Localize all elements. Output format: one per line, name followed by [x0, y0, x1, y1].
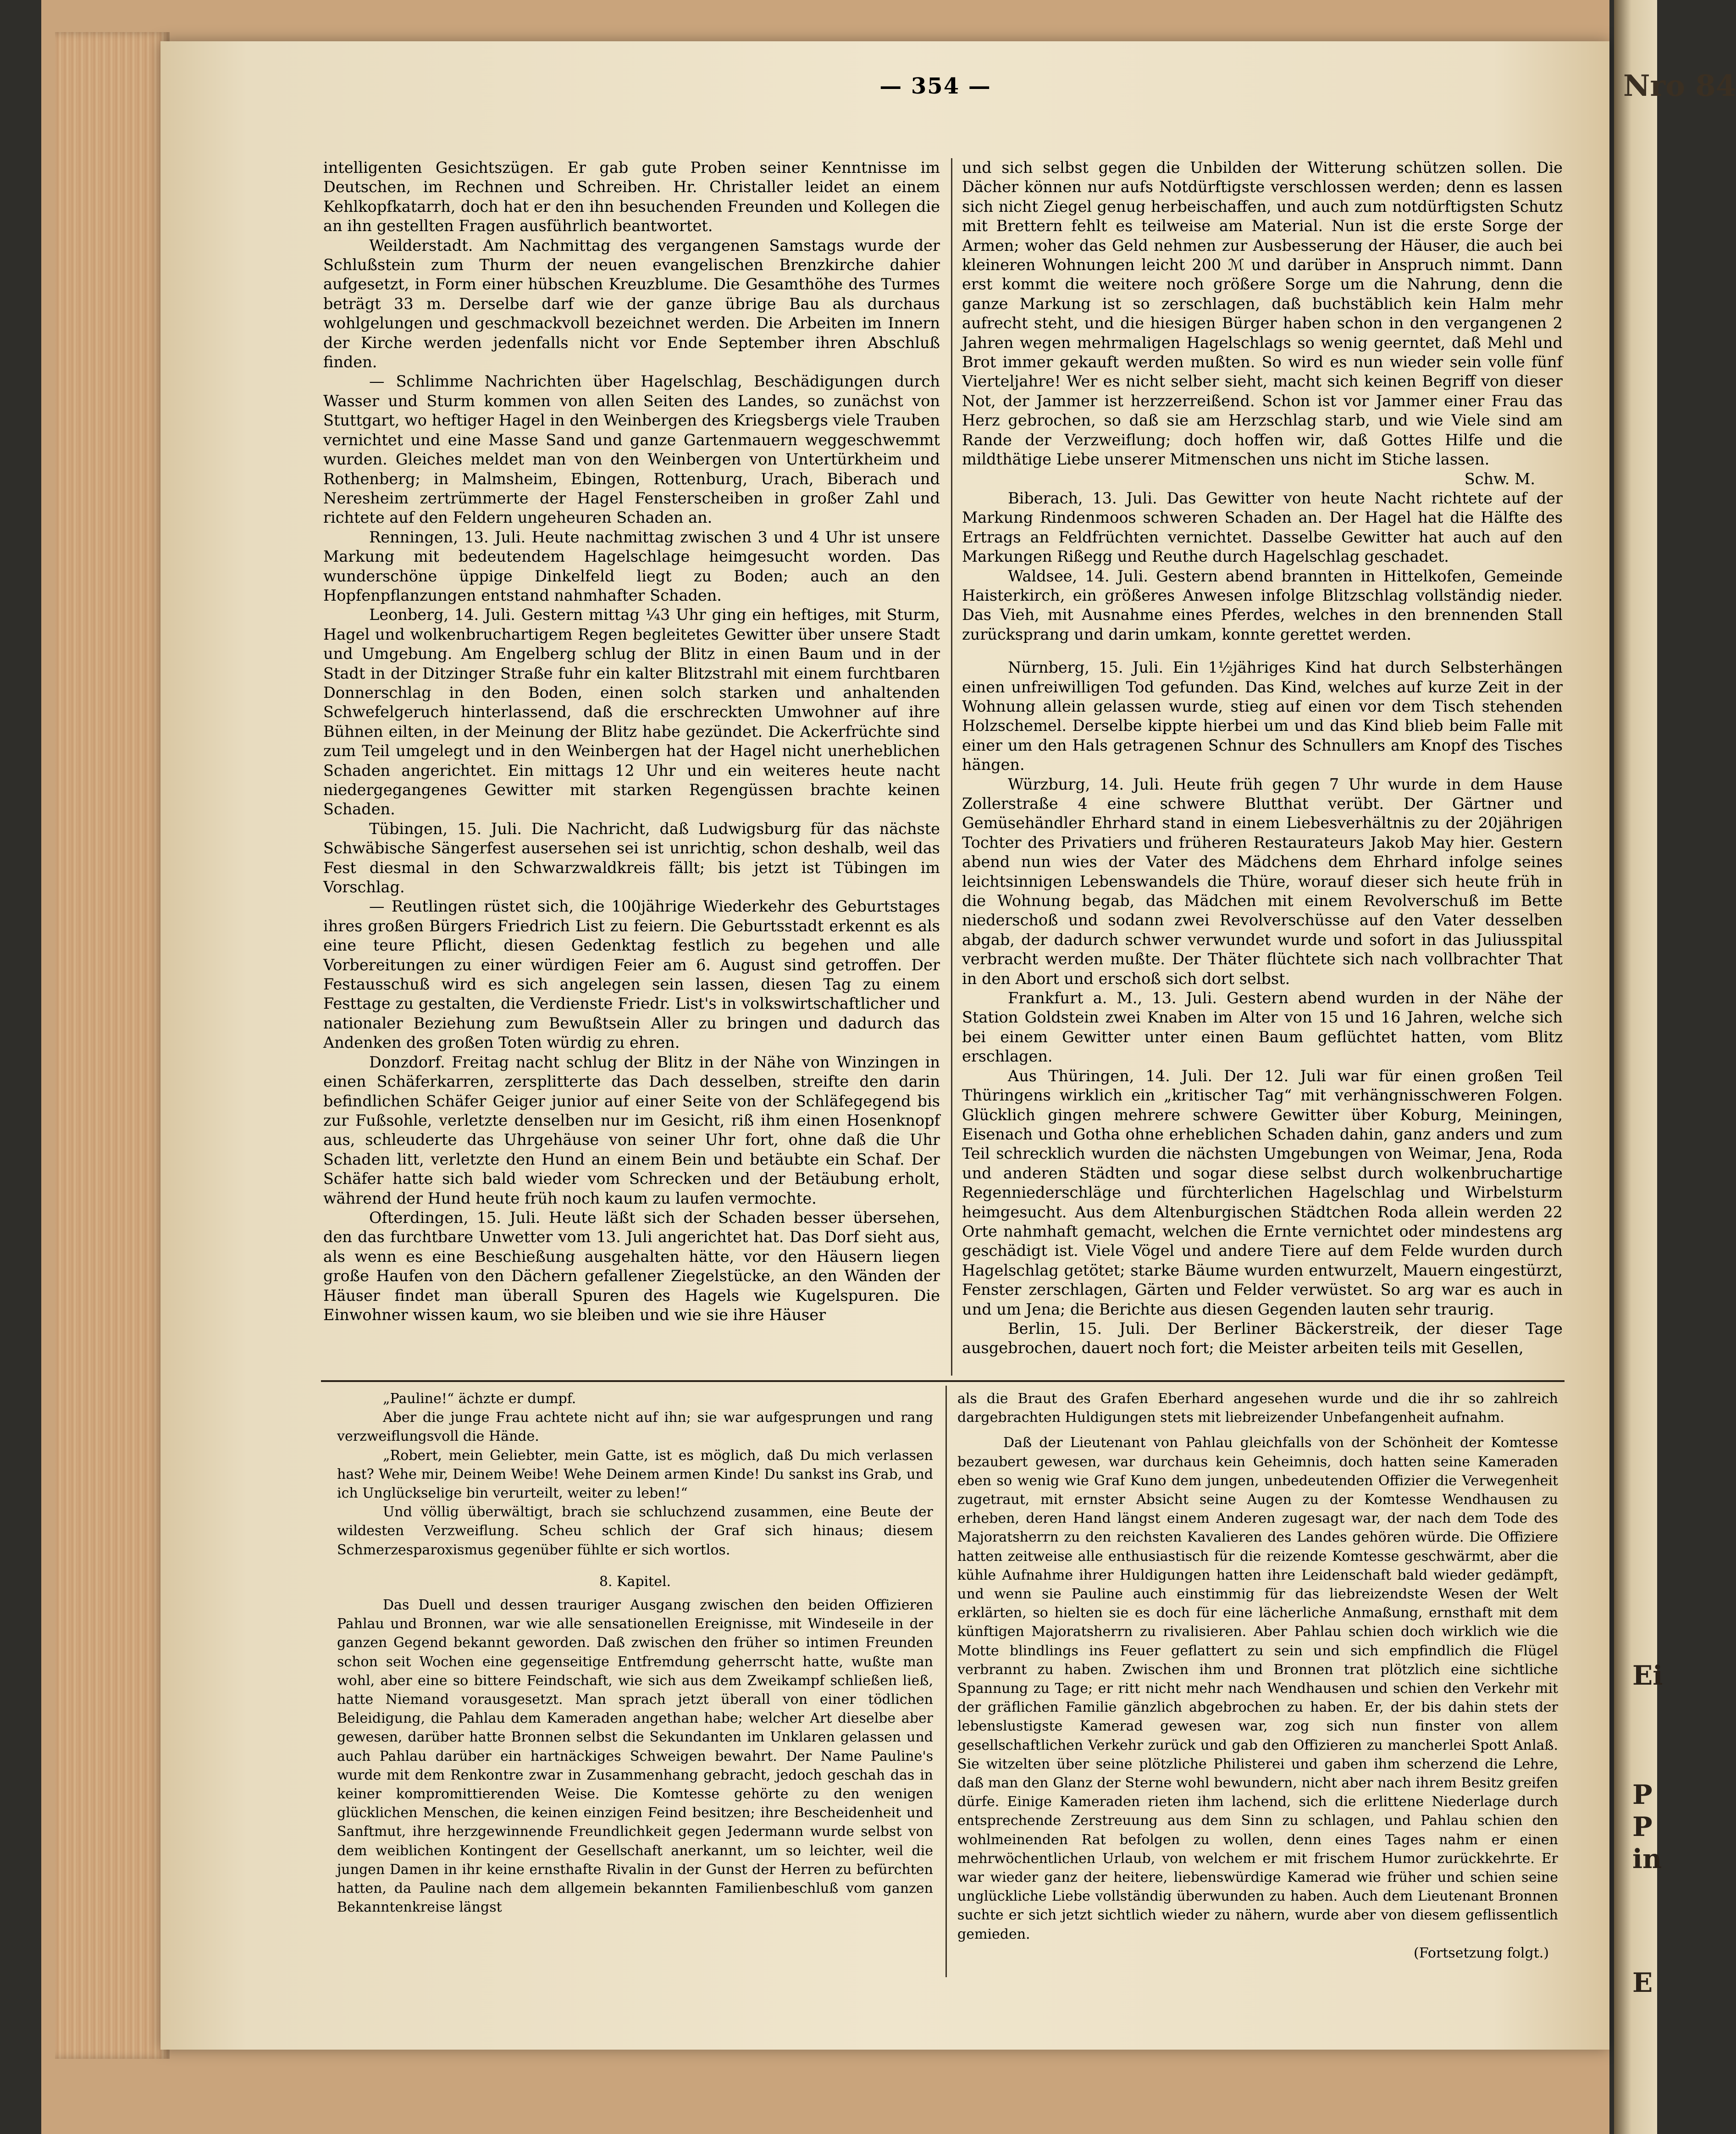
feuilleton-column-right	[957, 1389, 1558, 1985]
news-paragraph: Weilderstadt. Am Nachmittag des vergangenen Samstags wurde der Schlußstein zum Thurm der neuen evangelischen Brenzkirche dahier aufgesetzt, in Form einer hübschen Kreuzblume. Die Gesamthöhe des Turmes beträgt 33 m. Derselbe darf wie der ganze übrige Bau als durchaus wohlgelungen und geschmackvoll bezeichnet werden. Die Arbeiten im Innern der Kirche werden jedenfalls nicht vor Ende September ihren Abschluß finden.	[323, 236, 940, 371]
story-paragraph: Das Duell und dessen trauriger Ausgang zwischen den beiden Offizieren Pahlau und Bronnen, war wie alle sensationellen Ereignisse, mit Windeseile in der ganzen Gegend bekannt geworden. Daß zwischen den früher so intimen Freunden schon seit Wochen eine gegenseitige Entfremdung geherrscht hatte, wußte man wohl, aber eine so bittere Feindschaft, wie sich aus dem Zweikampf schließen ließ, hatte Niemand vorausgesetzt. Man sprach jetzt überall von einer tödlichen Beleidigung, die Pahlau dem Kameraden angethan habe; welcher Art dieselbe aber gewesen, darüber hatte Bronnen selbst die Sekundanten im Unklaren gelassen und auch Pahlau darüber ein hartnäckiges Schweigen bewahrt. Der Name Pauline's wurde mit dem Renkontre zwar in Zusammenhang gebracht, jedoch geschah das in keiner kompromittierenden Weise. Die Komtesse gehörte zu den wenigen glücklichen Menschen, die keinen einzigen Feind besitzen; ihre Bescheidenheit und Sanftmut, ihre herzgewinnende Freundlichkeit gegen Jedermann wurde selbst von dem weiblichen Kontingent der Gesellschaft anerkannt, um so leichter, weil die jungen Damen in ihr keine ernsthafte Rivalin in der Gunst der Herren zu befürchten hatten, da Pauline nach dem allgemein bekannten Familienbeschluß vom ganzen Bekanntenkreise längst	[337, 1597, 933, 1916]
story-paragraph: „Pauline!“ ächzte er dumpf.	[383, 1391, 576, 1407]
news-paragraph: Berlin, 15. Juli. Der Berliner Bäckerstreik, der dieser Tage ausgebrochen, dauert noch fort; die Meister arbeiten teils mit Gesellen,	[962, 1319, 1563, 1357]
feuilleton-column-left	[337, 1389, 933, 1985]
next-page-fragment: Ei	[1632, 1660, 1663, 1691]
next-page-fragment: E	[1632, 1967, 1653, 1998]
feuilleton-divider	[321, 1380, 1565, 1382]
source-signature: Schw. M.	[1464, 470, 1535, 488]
page-number: — 354 —	[879, 73, 991, 99]
news-paragraph: Nürnberg, 15. Juli. Ein 1½jähriges Kind hat durch Selbsterhängen einen unfreiwilligen Tod gefunden. Das Kind, welches auf kurze Zeit in der Wohnung allein gelassen wurde, stieg auf einen vor dem Tisch stehenden Holzschemel. Derselbe kippte hierbei um und das Kind blieb beim Falle mit einer um den Hals getragenen Schnur des Schnullers am Knopf des Tisches hängen.	[962, 658, 1563, 774]
news-paragraph: Donzdorf. Freitag nacht schlug der Blitz in der Nähe von Winzingen in einen Schäferkarren, zersplitterte das Dach desselben, streifte den darin befindlichen Schäfer Geiger junior auf einer Seite von der Schläfegegend bis zur Fußsohle, verletzte denselben nur im Gesicht, riß ihm einen Hosenknopf aus, schleuderte das Uhrgehäuse von seiner Uhr fort, ohne daß die Uhr Schaden litt, verletzte den Hund an einem Bein und betäubte ein Schaf. Der Schäfer hatte sich bald wieder vom Schrecken und der Betäubung erholt, während der Hund heute früh noch kaum zu laufen vermochte.	[323, 1053, 940, 1207]
story-paragraph: Und völlig überwältigt, brach sie schluchzend zusammen, eine Beute der wildesten Verzweiflung. Scheu schlich der Graf sich hinaus; diesem Schmerzesparoxismus gegenüber fühlte er sich wortlos.	[337, 1504, 933, 1558]
news-paragraph: und sich selbst gegen die Unbilden der Witterung schützen sollen. Die Dächer können nur aufs Notdürftigste verschlossen werden; denn es lassen sich nicht Ziegel genug herbeischaffen, und auch zum notdürftigsten Schutz mit Brettern fehlt es teilweise am Material. Nun ist die erste Sorge der Armen; woher das Geld nehmen zur Ausbesserung der Häuser, die auch bei kleineren Wohnungen leicht 200 ℳ und darüber in Anspruch nimmt. Dann erst kommt die weitere noch größere Sorge um die Nahrung, denn die ganze Markung ist so zerschlagen, daß buchstäblich kein Halm mehr aufrecht steht, und die hiesigen Bürger haben schon in den vergangenen 2 Jahren wegen mehrmaligen Hagelschlags so wenig geerntet, daß Mehl und Brot immer gekauft werden mußten. So wird es nun wieder sein volle fünf Vierteljahre! Wer es nicht selber sieht, macht sich keinen Begriff von dieser Not, der Jammer ist herzzerreißend. Schon ist vor Jammer einer Frau das Herz gebrochen, so daß sie am Herzschlag starb, und wie Viele sind am Rande der Verzweiflung; doch hoffen wir, daß Gottes Hilfe und die mildthätige Liebe unserer Mitmenschen uns nicht im Stiche lassen.	[962, 159, 1563, 469]
news-paragraph: Frankfurt a. M., 13. Juli. Gestern abend wurden in der Nähe der Station Goldstein zwei Knaben im Alter von 15 und 16 Jahren, welche sich bei einem Gewitter unter einen Baum geflüchtet hatten, vom Blitz erschlagen.	[962, 989, 1563, 1066]
news-paragraph: Waldsee, 14. Juli. Gestern abend brannten in Hittelkofen, Gemeinde Haisterkirch, ein größeres Anwesen infolge Blitzschlag vollständig nieder. Das Vieh, mit Ausnahme eines Pferdes, welches in den brennenden Stall zurücksprang und darin umkam, konnte gerettet werden.	[962, 567, 1563, 643]
story-paragraph: als die Braut des Grafen Eberhard angesehen wurde und die ihr so zahlreich dargebrachten Huldigungen stets mit liebreizender Unbefangenheit aufnahm.	[957, 1391, 1558, 1426]
next-page-fragment: in	[1632, 1843, 1662, 1874]
news-column-right	[962, 158, 1563, 1371]
chapter-heading: 8. Kapitel.	[599, 1573, 671, 1590]
news-paragraph: Würzburg, 14. Juli. Heute früh gegen 7 Uhr wurde in dem Hause Zollerstraße 4 eine schwere Blutthat verübt. Der Gärtner und Gemüsehändler Ehrhard stand in einem Liebesverhältnis zu der 20jährigen Tochter des Privatiers und früheren Restaurateurs Jakob May hier. Gestern abend nun wies der Vater des Mädchens dem Ehrhard infolge seines leichtsinnigen Lebenswandels die Thüre, worauf dieser sich heute früh in die Wohnung begab, das Mädchen mit einem Revolverschuß im Bette niederschoß und sodann zwei Revolverschüsse auf den Vater desselben abgab, der dadurch schwer verwundet wurde und sofort in das Juliusspital verbracht werden mußte. Der Thäter flüchtete sich nach vollbrachter That in den Abort und erschoß sich dort selbst.	[962, 775, 1563, 988]
column-divider	[945, 1386, 947, 1977]
news-paragraph: — Schlimme Nachrichten über Hagelschlag, Beschädigungen durch Wasser und Sturm kommen von allen Seiten des Landes, so zunächst von Stuttgart, wo heftiger Hagel in den Weinbergen des Kriegsbergs viele Trauben vernichtet und eine Masse Sand und ganze Gartenmauern weggeschwemmt wurden. Gleiches meldet man von den Weinbergen von Untertürkheim und Rothenberg; in Malmsheim, Ebingen, Rottenburg, Urach, Biberach und Neresheim zertrümmerte der Hagel Fensterscheiben in großer Zahl und richtete auf den Feldern ungeheuren Schaden an.	[323, 372, 940, 527]
story-paragraph: Aber die junge Frau achtete nicht auf ihn; sie war aufgesprungen und rang verzweiflungsvoll die Hände.	[337, 1410, 933, 1445]
news-column-left	[323, 158, 940, 1371]
news-paragraph: — Reutlingen rüstet sich, die 100jährige Wiederkehr des Geburtstages ihres großen Bürgers Friedrich List zu feiern. Die Geburtsstadt erkennt es als eine teure Pflicht, diesen Gedenktag festlich zu begehen und alle Vorbereitungen zu einer würdigen Feier am 6. August sind getroffen. Der Festausschuß wird es sich angelegen sein lassen, diesen Tag zu einem Festtage zu gestalten, die Verdienste Friedr. List's in volkswirtschaftlicher und nationaler Beziehung zum Bewußtsein Aller zu bringen und dadurch das Andenken des großen Toten würdig zu ehren.	[323, 897, 940, 1052]
news-paragraph: intelligenten Gesichtszügen. Er gab gute Proben seiner Kenntnisse im Deutschen, im Rechnen und Schreiben. Hr. Christaller leidet an einem Kehlkopfkatarrh, doch hat er den ihn besuchenden Freunden und Kollegen die an ihn gestellten Fragen ausführlich beantwortet.	[323, 159, 940, 235]
story-paragraph: „Robert, mein Geliebter, mein Gatte, ist es möglich, daß Du mich verlassen hast? Wehe mir, Deinem Weibe! Wehe Deinem armen Kinde! Du sankst ins Grab, und ich Unglückselige bin verurteilt, weiter zu leben!“	[337, 1447, 933, 1502]
continuation-note: (Fortsetzung folgt.)	[1414, 1945, 1549, 1961]
news-paragraph: Biberach, 13. Juli. Das Gewitter von heute Nacht richtete auf der Markung Rindenmoos schweren Schaden an. Der Hagel hat die Hälfte des Ertrags an Feldfrüchten vernichtet. Dasselbe Gewitter hat auch auf den Markungen Rißegg und Reuthe durch Hagelschlag geschadet.	[962, 489, 1563, 566]
next-page-header: Nro 84	[1623, 69, 1736, 103]
page-edges	[55, 32, 170, 2059]
news-paragraph: Renningen, 13. Juli. Heute nachmittag zwischen 3 und 4 Uhr ist unsere Markung mit bedeutendem Hagelschlage heimgesucht worden. Das wunderschöne üppige Dinkelfeld liegt zu Boden; auch an den Hopfenpflanzungen entstand nahmhafter Schaden.	[323, 528, 940, 604]
news-paragraph: Aus Thüringen, 14. Juli. Der 12. Juli war für einen großen Teil Thüringens wirklich ein „kritischer Tag“ mit verhängnisschweren Folgen. Glücklich gingen mehrere schwere Gewitter über Koburg, Meiningen, Eisenach und Gotha ohne erheblichen Schaden dahin, ganz anders und zum Teil schrecklich wurden die nächsten Umgebungen von Weimar, Jena, Roda und anderen Städten und sogar diese selbst durch wolkenbruchartige Regenniederschläge und fürchterlichen Hagelschlag und Wirbelsturm heimgesucht. Aus dem Altenburgischen Städtchen Roda allein werden 22 Orte nahmhaft gemacht, welchen die Ernte vernichtet oder mindestens arg geschädigt ist. Viele Vögel und andere Tiere auf dem Felde wurden durch Hagelschlag getötet; starke Bäume wurden entwurzelt, Mauern eingestürzt, Fenster zerschlagen, Gärten und Felder verwüstet. So arg war es auch in und um Jena; die Berichte aus diesen Gegenden lauten sehr traurig.	[962, 1067, 1563, 1318]
news-paragraph: Ofterdingen, 15. Juli. Heute läßt sich der Schaden besser übersehen, den das furchtbare Unwetter vom 13. Juli angerichtet hat. Das Dorf sieht aus, als wenn es eine Beschießung ausgehalten hätte, vor den Häusern liegen große Haufen von den Dächern gefallener Ziegelstücke, an den Wänden der Häuser findet man überall Spuren des Hagels wie Kugelspuren. Die Einwohner wissen kaum, wo sie bleiben und wie sie ihre Häuser	[323, 1208, 940, 1324]
next-page-fragment: P	[1632, 1811, 1653, 1842]
next-page-fragment: P	[1632, 1779, 1653, 1810]
column-divider	[951, 158, 952, 1376]
news-paragraph: Leonberg, 14. Juli. Gestern mittag ¼3 Uhr ging ein heftiges, mit Sturm, Hagel und wolkenbruchartigem Regen begleitetes Gewitter über unsere Stadt und Umgebung. Am Engelberg schlug der Blitz in einen Baum und in der Stadt in der Ditzinger Straße fuhr ein kalter Blitzstrahl mit einem furchtbaren Donnerschlag in den Boden, einen solch starken und anhaltenden Schwefelgeruch hinterlassend, daß die erschreckten Umwohner auf ihre Bühnen eilten, in der Meinung der Blitz habe gezündet. Die Ackerfrüchte sind zum Teil umgelegt und in den Weinbergen hat der Hagel nicht unerheblichen Schaden angerichtet. Ein mittags 12 Uhr und ein weiteres heute nacht niedergegangenes Gewitter mit starken Regengüssen brachte keinen Schaden.	[323, 606, 940, 818]
news-paragraph: Tübingen, 15. Juli. Die Nachricht, daß Ludwigsburg für das nächste Schwäbische Sängerfest ausersehen sei ist unrichtig, schon deshalb, weil das Fest diesmal in den Schwarzwaldkreis fällt; bis jetzt ist Tübingen im Vorschlag.	[323, 819, 940, 896]
story-paragraph: Daß der Lieutenant von Pahlau gleichfalls von der Schönheit der Komtesse bezaubert gewesen, war durchaus kein Geheimnis, doch hatten seine Kameraden eben so wenig wie Graf Kuno dem jungen, unbedeutenden Offizier die Verwegenheit zugetraut, mit ernster Absicht seine Augen zu der Komtesse Wendhausen zu erheben, deren Hand längst einem Anderen zugesagt war, der nach dem Tode des Majoratsherrn zu den reichsten Kavalieren des Landes gehören würde. Die Offiziere hatten zeitweise alle enthusiastisch für die reizende Komtesse geschwärmt, aber die kühle Aufnahme ihrer Huldigungen hatten ihre Leidenschaft bald wieder gedämpft, und wenn sie Pauline auch einstimmig für das liebreizendste Wesen der Welt erklärten, so hielten sie es doch für eine lächerliche Anmaßung, ernsthaft mit dem künftigen Majoratsherrn zu rivalisieren. Aber Pahlau schien doch wirklich wie die Motte blindlings ins Feuer geflattert zu sein und sich empfindlich die Flügel verbrannt zu haben. Zwischen ihm und Bronnen trat plötzlich eine sichtliche Spannung zu Tage; er ritt nicht mehr nach Wendhausen und schien den Verkehr mit der gräflichen Familie gänzlich abgebrochen zu haben. Er, der bis dahin stets der lebenslustigste Kamerad gewesen war, zog sich nun finster von allem gesellschaftlichen Verkehr zurück und gab den Offizieren zu mancherlei Spott Anlaß. Sie witzelten über seine plötzliche Philisterei und gaben ihm scherzend die Lehre, daß man den Glanz der Sterne wohl bewundern, nicht aber nach ihrem Besitz greifen dürfe. Einige Kameraden rieten ihm lachend, sich die erlittene Niederlage durch entsprechende Zerstreuung aus dem Sinn zu schlagen, und Pahlau schien den wohlmeinenden Rat befolgen zu wollen, denn eines Tages nahm er einen mehrwöchentlichen Urlaub, von welchem er mit frischem Humor zurückkehrte. Er war wieder ganz der heitere, liebenswürdige Kamerad wie früher und schien seine unglückliche Liebe vollständig überwunden zu haben. Auch dem Lieutenant Bronnen suchte er sich jetzt sichtlich wieder zu nähern, wurde aber von diesem geflissentlich gemieden.	[957, 1435, 1558, 1942]
